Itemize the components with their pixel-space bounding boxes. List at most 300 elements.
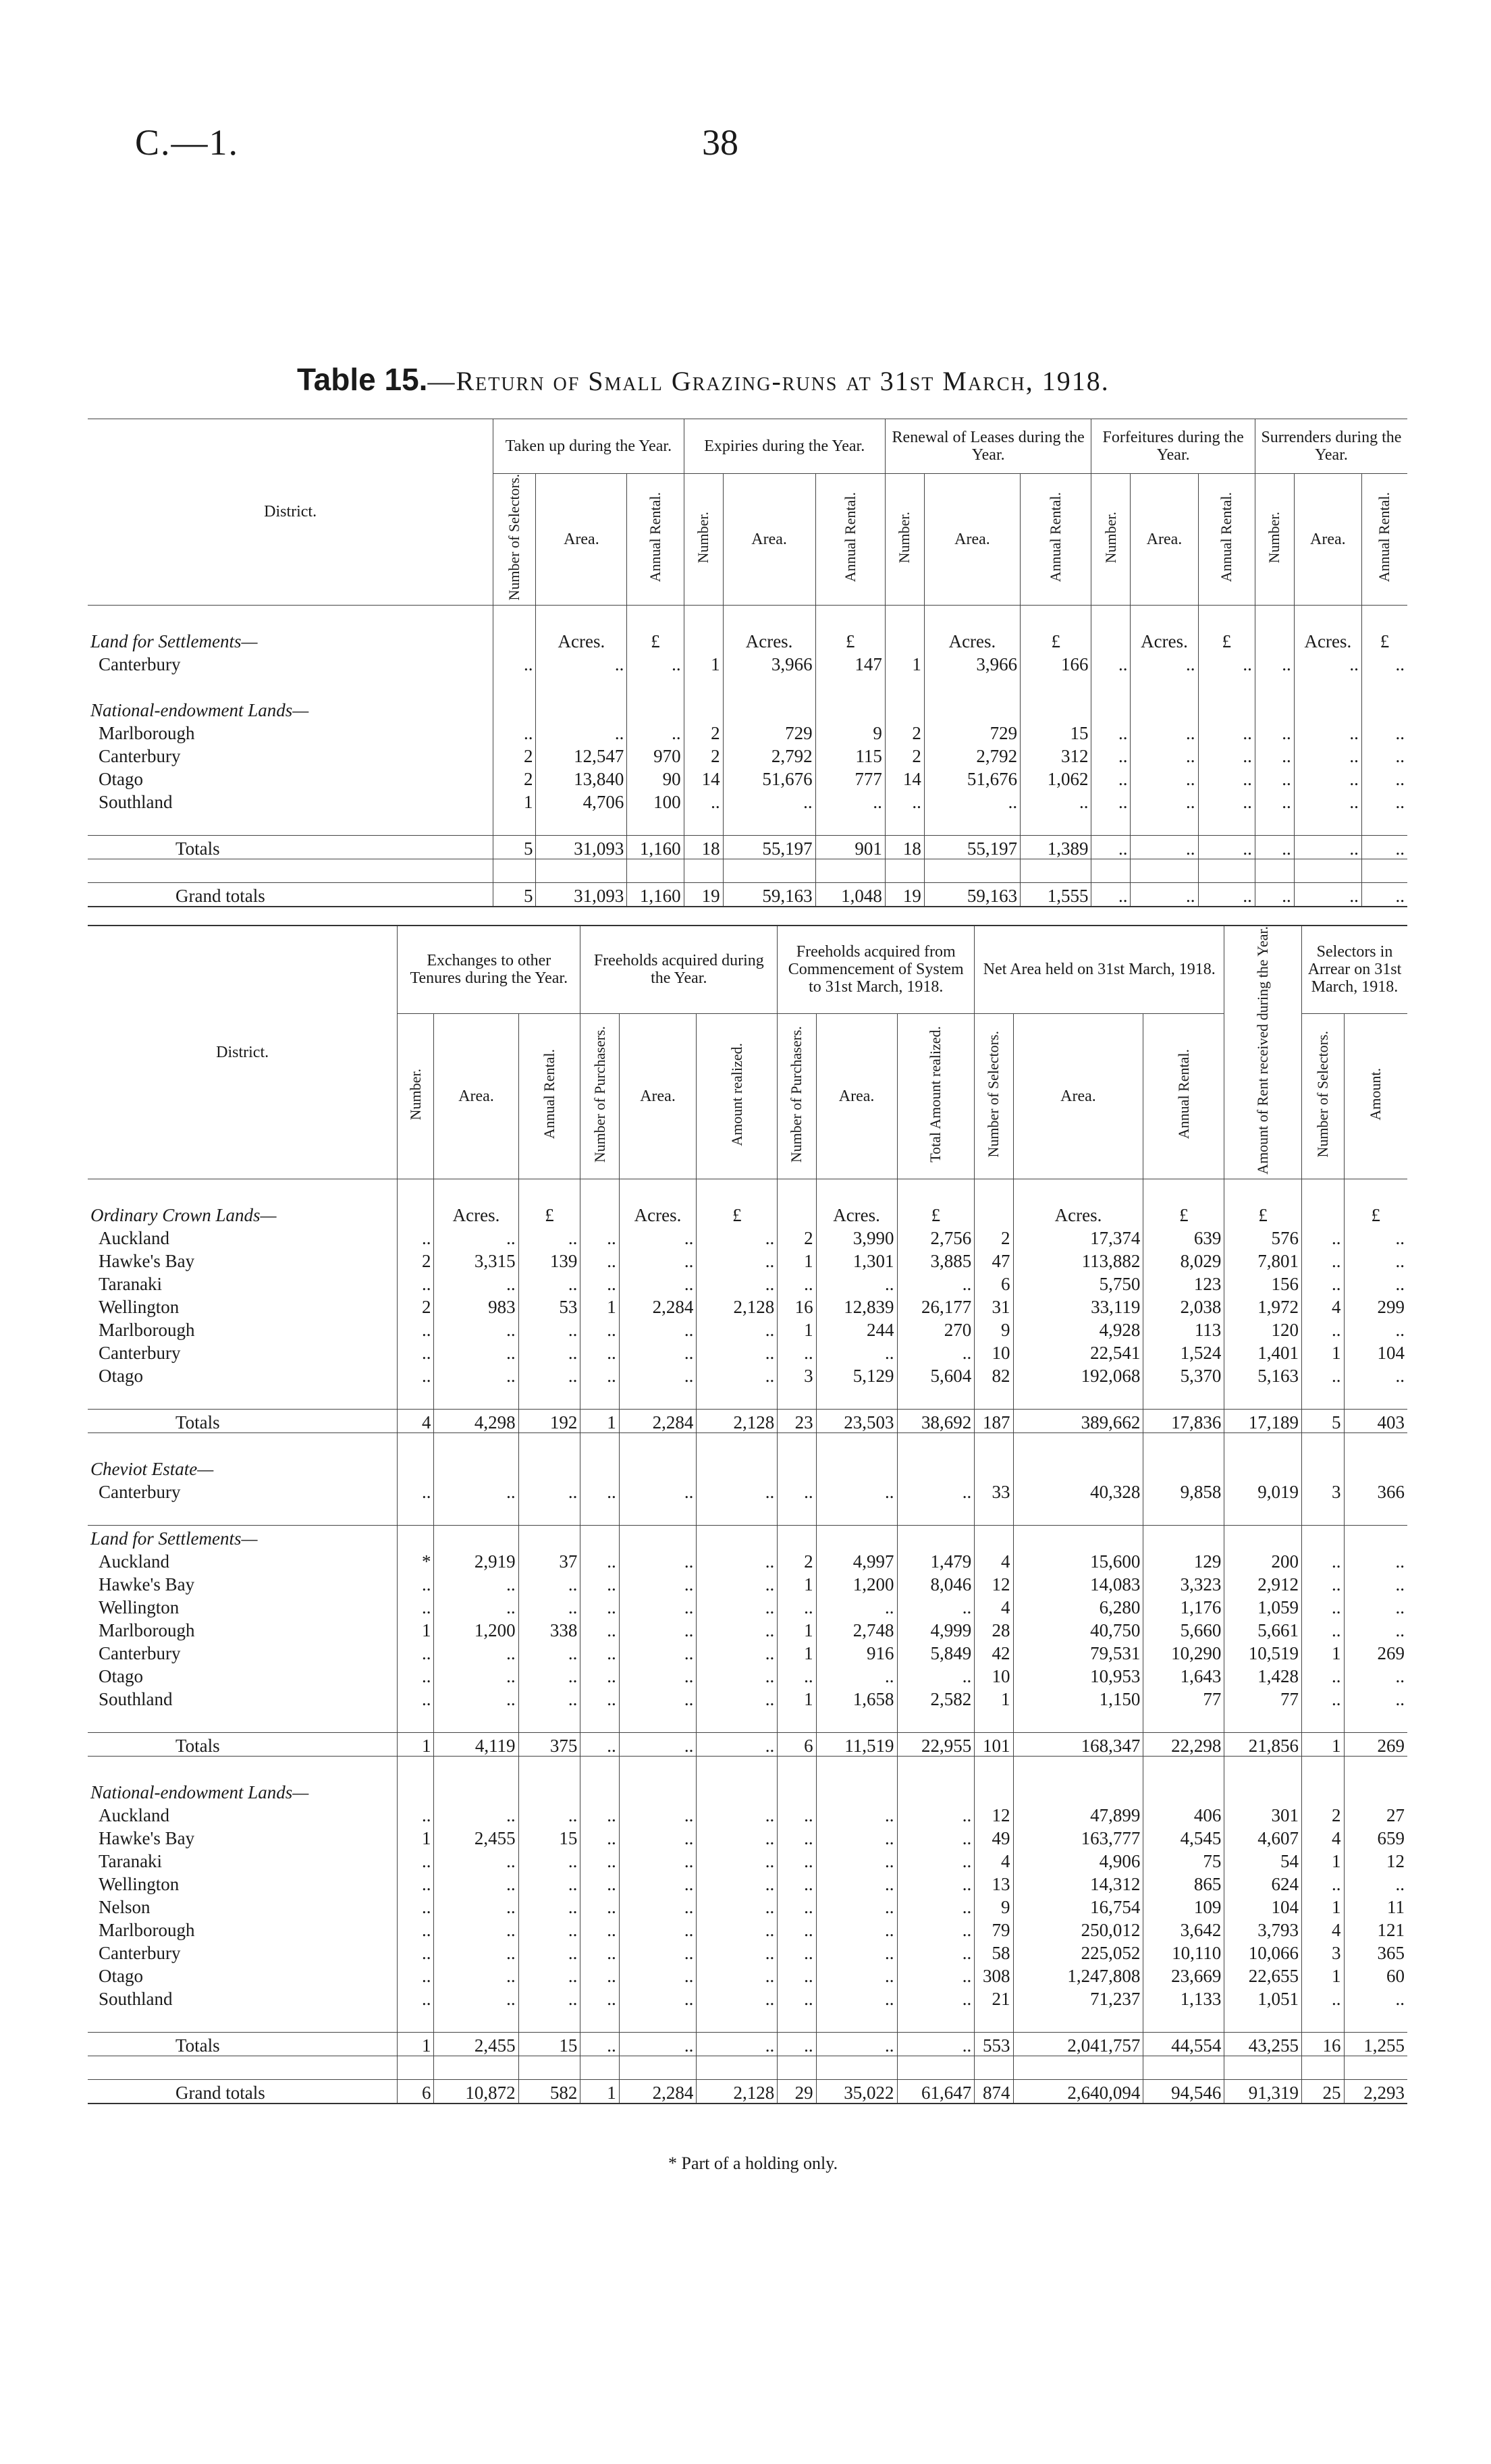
cell-value: ..: [1021, 789, 1091, 812]
cell-value: ..: [897, 1871, 975, 1894]
col-selectors: Number of Selectors.: [506, 474, 523, 601]
cell-value: 2,640,094: [1013, 2079, 1143, 2104]
cell-value: 53: [518, 1294, 580, 1317]
table-row: [88, 1340, 1407, 1363]
cell-value: 5,604: [897, 1363, 975, 1386]
cell-value: 4: [975, 1549, 1013, 1572]
table-row: [88, 789, 1407, 812]
cell-value: ..: [816, 1894, 897, 1917]
cell-value: 23,669: [1143, 1963, 1224, 1986]
cell-value: 1,200: [434, 1617, 518, 1640]
unit-acres: Acres.: [723, 628, 815, 651]
group-expiries: Expiries during the Year.: [684, 419, 885, 474]
col-area: Area.: [1013, 1013, 1143, 1179]
table-row: [88, 1479, 1407, 1502]
cell-value: 10,290: [1143, 1640, 1224, 1663]
cell-value: 139: [518, 1248, 580, 1271]
cell-value: ..: [580, 1271, 619, 1294]
cell-value: 1,643: [1143, 1663, 1224, 1686]
cell-value: ..: [816, 1802, 897, 1825]
cell-value: 3,642: [1143, 1917, 1224, 1940]
cell-value: 1: [1302, 1732, 1345, 1756]
cell-value: ..: [434, 1225, 518, 1248]
cell-value: 2: [885, 743, 924, 766]
table-row: [88, 1248, 1407, 1271]
cell-value: 729: [723, 720, 815, 743]
cell-value: ..: [697, 1617, 778, 1640]
cell-value: 4,298: [434, 1409, 518, 1432]
cell-value: 7,801: [1224, 1248, 1302, 1271]
cell-value: 200: [1224, 1549, 1302, 1572]
cell-value: 40,328: [1013, 1479, 1143, 1502]
unit-acres: Acres.: [1294, 628, 1361, 651]
cell-value: 659: [1344, 1825, 1407, 1848]
cell-value: ..: [434, 1848, 518, 1871]
cell-value: ..: [580, 1986, 619, 2009]
cell-value: ..: [1344, 1271, 1407, 1294]
cell-value: 2,756: [897, 1225, 975, 1248]
cell-value: 6,280: [1013, 1595, 1143, 1617]
cell-value: ..: [816, 1663, 897, 1686]
cell-value: 2: [778, 1225, 816, 1248]
cell-value: 15,600: [1013, 1549, 1143, 1572]
cell-value: 2: [398, 1294, 434, 1317]
cell-value: 12: [1344, 1848, 1407, 1871]
cell-value: 4,997: [816, 1549, 897, 1572]
cell-value: ..: [434, 1986, 518, 2009]
cell-value: 1: [885, 651, 924, 674]
cell-value: 1: [398, 1732, 434, 1756]
totals-row: [88, 835, 1407, 859]
cell-value: ..: [434, 1572, 518, 1595]
district-name: Marlborough: [99, 722, 195, 743]
cell-value: 1: [684, 651, 723, 674]
cell-value: 403: [1344, 1409, 1407, 1432]
document-code: C.—1.: [135, 122, 240, 163]
cell-value: 10,110: [1143, 1940, 1224, 1963]
cell-value: 31: [975, 1294, 1013, 1317]
cell-value: ..: [697, 1271, 778, 1294]
cell-value: ..: [619, 1848, 697, 1871]
cell-value: ..: [897, 2032, 975, 2056]
cell-value: 101: [975, 1732, 1013, 1756]
cell-value: 5,370: [1143, 1363, 1224, 1386]
cell-value: ..: [398, 1894, 434, 1917]
cell-value: ..: [1198, 720, 1255, 743]
table-row: [88, 1940, 1407, 1963]
cell-value: 82: [975, 1363, 1013, 1386]
cell-value: ..: [778, 1825, 816, 1848]
cell-value: 22,298: [1143, 1732, 1224, 1756]
table-row: [88, 1663, 1407, 1686]
col-number: Number.: [695, 511, 712, 563]
cell-value: 40,750: [1013, 1617, 1143, 1640]
col-area: Area.: [924, 474, 1020, 606]
table-row: [88, 1963, 1407, 1986]
cell-value: 8,029: [1143, 1248, 1224, 1271]
unit-pound: £: [1344, 1202, 1407, 1225]
grazing-runs-table-upper: [88, 419, 1407, 907]
cell-value: ..: [697, 1963, 778, 1986]
cell-value: ..: [493, 651, 536, 674]
section-cheviot-estate: Cheviot Estate—: [90, 1458, 214, 1479]
group-freeholds-total: Freeholds acquired from Commencement of System to 31st March, 1918.: [778, 926, 975, 1013]
cell-value: 4: [975, 1595, 1013, 1617]
cell-value: 23,503: [816, 1409, 897, 1432]
cell-value: ..: [619, 1732, 697, 1756]
cell-value: ..: [1255, 720, 1294, 743]
cell-value: 5,129: [816, 1363, 897, 1386]
cell-value: ..: [897, 1340, 975, 1363]
cell-value: 16: [1302, 2032, 1345, 2056]
col-number: Number.: [1266, 511, 1283, 563]
unit-pound: £: [815, 628, 885, 651]
cell-value: 10: [975, 1663, 1013, 1686]
cell-value: ..: [1302, 1363, 1345, 1386]
cell-value: ..: [1344, 1686, 1407, 1709]
cell-value: 2,293: [1344, 2079, 1407, 2104]
cell-value: 301: [1224, 1802, 1302, 1825]
cell-value: ..: [518, 1317, 580, 1340]
cell-value: 77: [1143, 1686, 1224, 1709]
cell-value: 14: [885, 766, 924, 789]
cell-value: 10: [975, 1340, 1013, 1363]
district-name: Canterbury: [99, 653, 181, 674]
cell-value: ..: [619, 1595, 697, 1617]
cell-value: ..: [518, 1940, 580, 1963]
cell-value: 59,163: [723, 882, 815, 907]
cell-value: ..: [434, 1871, 518, 1894]
cell-value: ..: [518, 1686, 580, 1709]
cell-value: 10,872: [434, 2079, 518, 2104]
unit-acres: Acres.: [816, 1202, 897, 1225]
cell-value: 9: [815, 720, 885, 743]
cell-value: 113: [1143, 1317, 1224, 1340]
cell-value: ..: [434, 1317, 518, 1340]
cell-value: 1: [580, 2079, 619, 2104]
cell-value: 2,792: [723, 743, 815, 766]
cell-value: ..: [1344, 1595, 1407, 1617]
cell-value: ..: [518, 1894, 580, 1917]
cell-value: 16,754: [1013, 1894, 1143, 1917]
cell-value: 5: [493, 835, 536, 859]
cell-value: 100: [627, 789, 684, 812]
cell-value: ..: [778, 1986, 816, 2009]
cell-value: ..: [1302, 1549, 1345, 1572]
cell-value: 308: [975, 1963, 1013, 1986]
cell-value: 2: [1302, 1802, 1345, 1825]
cell-value: ..: [697, 1940, 778, 1963]
cell-value: ..: [619, 1825, 697, 1848]
cell-value: ..: [580, 1802, 619, 1825]
cell-value: 113,882: [1013, 1248, 1143, 1271]
cell-value: ..: [1302, 1595, 1345, 1617]
col-number: Number.: [1102, 511, 1119, 563]
cell-value: 115: [815, 743, 885, 766]
cell-value: 1: [1302, 1340, 1345, 1363]
cell-value: 2,912: [1224, 1572, 1302, 1595]
cell-value: ..: [619, 1940, 697, 1963]
cell-value: ..: [619, 1802, 697, 1825]
cell-value: 23: [778, 1409, 816, 1432]
district-name: Otago: [99, 768, 143, 789]
cell-value: ..: [1131, 882, 1198, 907]
cell-value: 225,052: [1013, 1940, 1143, 1963]
cell-value: ..: [1344, 1225, 1407, 1248]
cell-value: 22,955: [897, 1732, 975, 1756]
cell-value: ..: [398, 1340, 434, 1363]
cell-value: ..: [816, 2032, 897, 2056]
cell-value: 312: [1021, 743, 1091, 766]
district-name: Southland: [99, 791, 173, 812]
col-amount: Amount.: [1367, 1068, 1384, 1121]
cell-value: 77: [1224, 1686, 1302, 1709]
cell-value: 865: [1143, 1871, 1224, 1894]
cell-value: 31,093: [536, 835, 627, 859]
cell-value: 3,885: [897, 1248, 975, 1271]
cell-value: 1,301: [816, 1248, 897, 1271]
cell-value: 4,906: [1013, 1848, 1143, 1871]
district-name: Wellington: [99, 1597, 180, 1617]
cell-value: 1,428: [1224, 1663, 1302, 1686]
cell-value: ..: [398, 1595, 434, 1617]
cell-value: 1: [778, 1248, 816, 1271]
table-row: [88, 1871, 1407, 1894]
cell-value: 1,401: [1224, 1340, 1302, 1363]
cell-value: 1: [778, 1640, 816, 1663]
cell-value: ..: [897, 1595, 975, 1617]
cell-value: ..: [434, 1917, 518, 1940]
cell-value: ..: [1255, 789, 1294, 812]
cell-value: ..: [580, 1640, 619, 1663]
cell-value: 1,133: [1143, 1986, 1224, 2009]
cell-value: 5,660: [1143, 1617, 1224, 1640]
cell-value: 10,519: [1224, 1640, 1302, 1663]
cell-value: ..: [897, 1825, 975, 1848]
cell-value: ..: [1302, 1225, 1345, 1248]
cell-value: ..: [434, 1363, 518, 1386]
cell-value: ..: [398, 1640, 434, 1663]
cell-value: 43,255: [1224, 2032, 1302, 2056]
cell-value: 2,128: [697, 1294, 778, 1317]
cell-value: 2: [493, 766, 536, 789]
cell-value: ..: [697, 1549, 778, 1572]
cell-value: 1: [778, 1617, 816, 1640]
cell-value: ..: [1344, 1663, 1407, 1686]
cell-value: ..: [434, 1940, 518, 1963]
cell-value: 94,546: [1143, 2079, 1224, 2104]
cell-value: 54: [1224, 1848, 1302, 1871]
cell-value: 576: [1224, 1225, 1302, 1248]
cell-value: ..: [580, 1572, 619, 1595]
cell-value: ..: [778, 1663, 816, 1686]
cell-value: ..: [619, 1617, 697, 1640]
cell-value: ..: [619, 1479, 697, 1502]
district-name: Canterbury: [99, 745, 181, 766]
cell-value: ..: [1255, 835, 1294, 859]
cell-value: 1: [580, 1294, 619, 1317]
cell-value: ..: [398, 1871, 434, 1894]
cell-value: 5: [493, 882, 536, 907]
cell-value: ..: [697, 2032, 778, 2056]
cell-value: 104: [1224, 1894, 1302, 1917]
cell-value: ..: [536, 720, 627, 743]
cell-value: 14,083: [1013, 1572, 1143, 1595]
cell-value: ..: [1198, 835, 1255, 859]
cell-value: 1,255: [1344, 2032, 1407, 2056]
cell-value: 3,990: [816, 1225, 897, 1248]
cell-value: ..: [697, 1572, 778, 1595]
cell-value: 901: [815, 835, 885, 859]
cell-value: ..: [1091, 835, 1131, 859]
cell-value: 11,519: [816, 1732, 897, 1756]
cell-value: 79,531: [1013, 1640, 1143, 1663]
cell-value: 270: [897, 1317, 975, 1340]
cell-value: ..: [434, 1963, 518, 1986]
unit-pound: £: [897, 1202, 975, 1225]
cell-value: ..: [697, 1595, 778, 1617]
cell-value: 2,041,757: [1013, 2032, 1143, 2056]
cell-value: 406: [1143, 1802, 1224, 1825]
cell-value: 5,849: [897, 1640, 975, 1663]
table-row: [88, 1363, 1407, 1386]
cell-value: 2,455: [434, 2032, 518, 2056]
district-name: Canterbury: [99, 1942, 181, 1963]
table-row: [88, 1225, 1407, 1248]
cell-value: 2: [493, 743, 536, 766]
cell-value: 5,163: [1224, 1363, 1302, 1386]
cell-value: ..: [816, 1940, 897, 1963]
cell-value: 874: [975, 2079, 1013, 2104]
cell-value: ..: [897, 1479, 975, 1502]
cell-value: ..: [778, 1917, 816, 1940]
table-row: [88, 1317, 1407, 1340]
cell-value: 1,972: [1224, 1294, 1302, 1317]
cell-value: ..: [1302, 1986, 1345, 2009]
cell-value: 1,176: [1143, 1595, 1224, 1617]
cell-value: 22,541: [1013, 1340, 1143, 1363]
cell-value: ..: [1344, 1986, 1407, 2009]
cell-value: ..: [580, 1363, 619, 1386]
cell-value: 1: [580, 1409, 619, 1432]
cell-value: ..: [619, 1871, 697, 1894]
cell-value: ..: [619, 1686, 697, 1709]
col-total-realized: Total Amount realized.: [927, 1025, 944, 1162]
cell-value: ..: [1255, 882, 1294, 907]
cell-value: ..: [1131, 651, 1198, 674]
cell-value: ..: [1302, 1617, 1345, 1640]
cell-value: 60: [1344, 1963, 1407, 1986]
cell-value: 777: [815, 766, 885, 789]
cell-value: ..: [1131, 720, 1198, 743]
cell-value: 42: [975, 1640, 1013, 1663]
unit-pound: £: [1361, 628, 1407, 651]
unit-acres: Acres.: [924, 628, 1020, 651]
cell-value: ..: [723, 789, 815, 812]
district-name: Marlborough: [99, 1319, 195, 1340]
col-area: Area.: [1294, 474, 1361, 606]
cell-value: 1,479: [897, 1549, 975, 1572]
cell-value: 19: [684, 882, 723, 907]
cell-value: 1,160: [627, 882, 684, 907]
cell-value: ..: [816, 1340, 897, 1363]
cell-value: ..: [697, 1340, 778, 1363]
col-rental: Annual Rental.: [1218, 492, 1235, 583]
cell-value: 18: [684, 835, 723, 859]
cell-value: 15: [1021, 720, 1091, 743]
cell-value: ..: [398, 1986, 434, 2009]
cell-value: ..: [885, 789, 924, 812]
section-national-endowment: National-endowment Lands—: [90, 699, 309, 720]
cell-value: ..: [493, 720, 536, 743]
cell-value: ..: [1361, 720, 1407, 743]
cell-value: ..: [580, 1940, 619, 1963]
cell-value: 1,150: [1013, 1686, 1143, 1709]
cell-value: 582: [518, 2079, 580, 2104]
cell-value: ..: [778, 1848, 816, 1871]
district-name: Southland: [99, 1688, 173, 1709]
cell-value: ..: [778, 1340, 816, 1363]
cell-value: 55,197: [723, 835, 815, 859]
cell-value: ..: [580, 1340, 619, 1363]
cell-value: 35,022: [816, 2079, 897, 2104]
district-name: Hawke's Bay: [99, 1574, 195, 1595]
totals-label: Totals: [175, 1412, 220, 1432]
cell-value: ..: [536, 651, 627, 674]
cell-value: ..: [697, 1363, 778, 1386]
cell-value: ..: [518, 1917, 580, 1940]
cell-value: ..: [580, 1825, 619, 1848]
cell-value: 15: [518, 1825, 580, 1848]
cell-value: 91,319: [1224, 2079, 1302, 2104]
cell-value: 33,119: [1013, 1294, 1143, 1317]
table-row: [88, 1640, 1407, 1663]
cell-value: 9: [975, 1317, 1013, 1340]
cell-value: ..: [697, 1986, 778, 2009]
cell-value: ..: [619, 1225, 697, 1248]
cell-value: 16: [778, 1294, 816, 1317]
cell-value: ..: [1198, 789, 1255, 812]
district-name: Auckland: [99, 1804, 169, 1825]
cell-value: ..: [1302, 1317, 1345, 1340]
cell-value: 1,062: [1021, 766, 1091, 789]
section-national-endowment: National-endowment Lands—: [90, 1782, 309, 1802]
totals-row: [88, 1409, 1407, 1432]
cell-value: 2,582: [897, 1686, 975, 1709]
group-taken-up: Taken up during the Year.: [493, 419, 684, 474]
cell-value: 365: [1344, 1940, 1407, 1963]
cell-value: ..: [518, 1271, 580, 1294]
cell-value: 2,284: [619, 1294, 697, 1317]
cell-value: 2: [684, 720, 723, 743]
cell-value: ..: [697, 1317, 778, 1340]
cell-value: ..: [1344, 1572, 1407, 1595]
cell-value: ..: [580, 1595, 619, 1617]
cell-value: ..: [434, 1663, 518, 1686]
cell-value: 2,284: [619, 2079, 697, 2104]
cell-value: 1: [1302, 1963, 1345, 1986]
cell-value: 8,046: [897, 1572, 975, 1595]
cell-value: 14: [684, 766, 723, 789]
section-land-for-settlements: Land for Settlements—: [90, 1528, 258, 1549]
col-rent-received: Amount of Rent received during the Year.: [1254, 926, 1272, 1175]
cell-value: 37: [518, 1549, 580, 1572]
cell-value: 1: [778, 1317, 816, 1340]
cell-value: ..: [897, 1271, 975, 1294]
cell-value: ..: [697, 1732, 778, 1756]
district-header: District.: [88, 926, 398, 1179]
cell-value: 2: [778, 1549, 816, 1572]
